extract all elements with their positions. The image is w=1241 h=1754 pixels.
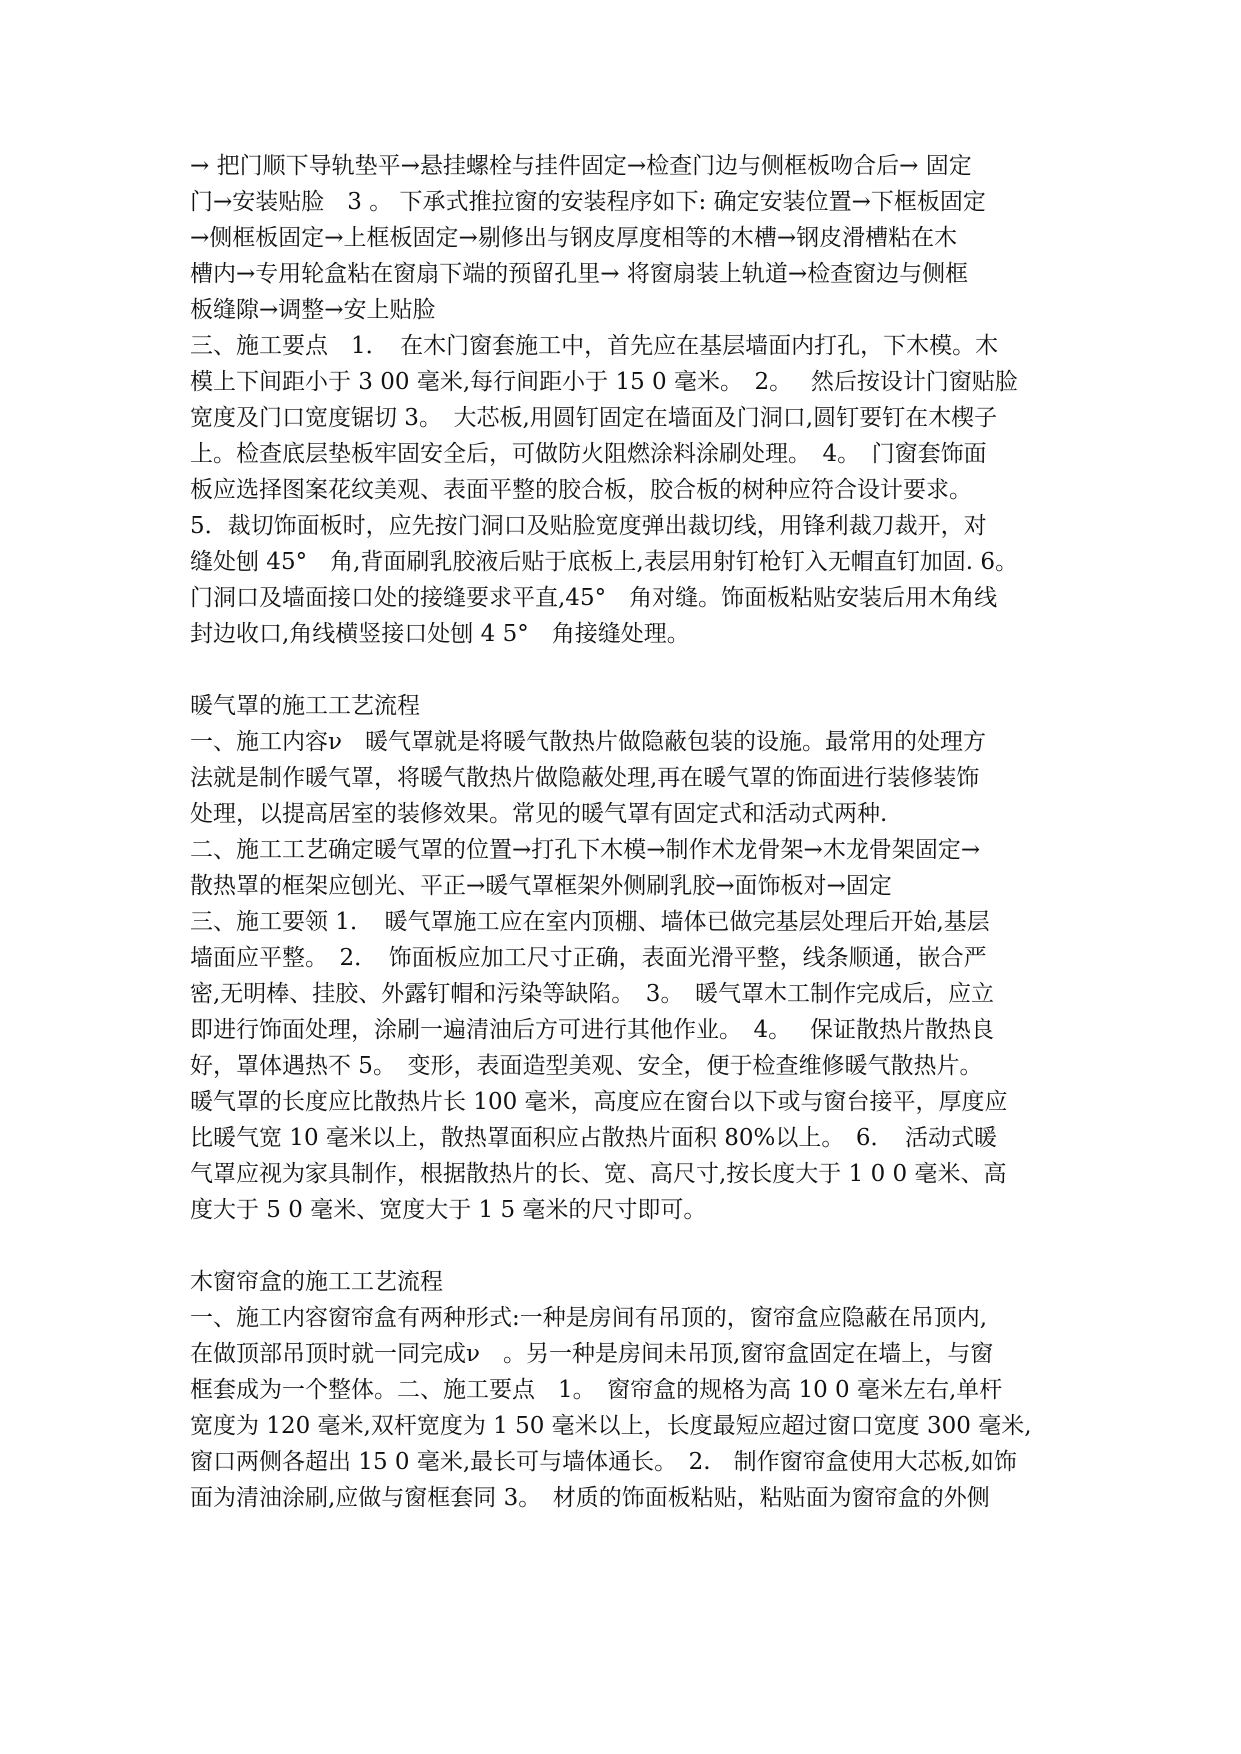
- text-line: 三、施工要领 1． 暖气罩施工应在室内顶棚、墙体已做完基层处理后开始,基层: [190, 909, 990, 935]
- text-line: 板应选择图案花纹美观、表面平整的胶合板，胶合板的树种应符合设计要求。: [190, 477, 972, 503]
- section-curtain-box: [190, 1264, 1075, 1516]
- text-line: 窗口两侧各超出 15 0 毫米,最长可与墙体通长。 2. 制作窗帘盒使用大芯板,如饰: [190, 1449, 1017, 1475]
- section-door-window-installation: [190, 148, 1075, 652]
- text-line: →侧框板固定→上框板固定→剔修出与钢皮厚度相等的木槽→钢皮滑槽粘在木: [190, 225, 958, 251]
- text-line: 面为清油涂刷,应做与窗框套同 3。 材质的饰面板粘贴，粘贴面为窗帘盒的外侧: [190, 1485, 990, 1511]
- text-line: 一、施工内容窗帘盒有两种形式:一种是房间有吊顶的，窗帘盒应隐蔽在吊顶内,: [190, 1305, 988, 1331]
- section-radiator-cover: [190, 688, 1075, 1228]
- document-body: [190, 148, 1075, 1516]
- text-line: 槽内→专用轮盒粘在窗扇下端的预留孔里→ 将窗扇装上轨道→检查窗边与侧框: [190, 261, 969, 287]
- text-line: 气罩应视为家具制作，根据散热片的长、宽、高尺寸,按长度大于 1 0 0 毫米、高: [190, 1161, 1007, 1187]
- text-line: 比暖气宽 10 毫米以上，散热罩面积应占散热片面积 80%以上。 6． 活动式暖: [190, 1125, 997, 1151]
- text-line: 密,无明棒、挂胶、外露钉帽和污染等缺陷。 3。 暖气罩木工制作完成后，应立: [190, 981, 994, 1007]
- section-heading: 暖气罩的施工工艺流程: [190, 693, 420, 719]
- section-heading: 木窗帘盒的施工工艺流程: [190, 1269, 443, 1295]
- paragraph-gap: [190, 1228, 1075, 1264]
- text-line: 缝处刨 45° 角,背面刷乳胶液后贴于底板上,表层用射钉枪钉入无帽直钉加固. 6。: [190, 549, 1018, 575]
- text-line: 度大于 5 0 毫米、宽度大于 1 5 毫米的尺寸即可。: [190, 1197, 707, 1223]
- text-line: 门洞口及墙面接口处的接缝要求平直,45° 角对缝。饰面板粘贴安装后用木角线: [190, 585, 998, 611]
- text-line: 上。检查底层垫板牢固安全后，可做防火阻燃涂料涂刷处理。 4。 门窗套饰面: [190, 441, 987, 467]
- text-line: → 把门顺下导轨垫平→悬挂螺栓与挂件固定→检查门边与侧框板吻合后→ 固定: [190, 153, 972, 179]
- text-line: 门→安装贴脸 3 。 下承式推拉窗的安装程序如下: 确定安装位置→下框板固定: [190, 189, 986, 215]
- text-line: 宽度及门口宽度锯切 3。 大芯板,用圆钉固定在墙面及门洞口,圆钉要钉在木楔子: [190, 405, 998, 431]
- text-line: 处理，以提高居室的装修效果。常见的暖气罩有固定式和活动式两种.: [190, 801, 888, 827]
- text-line: 即进行饰面处理，涂刷一遍清油后方可进行其他作业。 4。 保证散热片散热良: [190, 1017, 994, 1043]
- text-line: 散热罩的框架应刨光、平正→暖气罩框架外侧刷乳胶→面饰板对→固定: [190, 873, 892, 899]
- text-line: 暖气罩的长度应比散热片长 100 毫米，高度应在窗台以下或与窗台接平，厚度应: [190, 1089, 1008, 1115]
- text-line: 板缝隙→调整→安上贴脸: [190, 297, 436, 323]
- text-line: 二、施工工艺确定暖气罩的位置→打孔下木模→制作术龙骨架→木龙骨架固定→: [190, 837, 981, 863]
- text-line: 一、施工内容ν 暖气罩就是将暖气散热片做隐蔽包装的设施。最常用的处理方: [190, 729, 986, 755]
- text-line: 宽度为 120 毫米,双杆宽度为 1 50 毫米以上，长度最短应超过窗口宽度 300 毫米,: [190, 1413, 1032, 1439]
- text-line: 框套成为一个整体。二、施工要点 1。 窗帘盒的规格为高 10 0 毫米左右,单杆: [190, 1377, 1003, 1403]
- text-line: 模上下间距小于 3 00 毫米,每行间距小于 15 0 毫米。 2。 然后按设计门窗贴脸: [190, 369, 1018, 395]
- text-line: 好，罩体遇热不 5。 变形，表面造型美观、安全，便于检查维修暖气散热片。: [190, 1053, 983, 1079]
- text-line: 三、施工要点 1． 在木门窗套施工中，首先应在基层墙面内打孔，下木模。木: [190, 333, 999, 359]
- text-line: 封边收口,角线横竖接口处刨 4 5° 角接缝处理。: [190, 621, 690, 647]
- text-line: 法就是制作暖气罩，将暖气散热片做隐蔽处理,再在暖气罩的饰面进行装修装饰: [190, 765, 980, 791]
- text-line: 5．裁切饰面板时，应先按门洞口及贴脸宽度弹出裁切线，用锋利裁刀裁开，对: [190, 513, 987, 539]
- paragraph-gap: [190, 652, 1075, 688]
- text-line: 在做顶部吊顶时就一同完成ν 。另一种是房间未吊顶,窗帘盒固定在墙上，与窗: [190, 1341, 994, 1367]
- text-line: 墙面应平整。 2． 饰面板应加工尺寸正确，表面光滑平整，线条顺通，嵌合严: [190, 945, 987, 971]
